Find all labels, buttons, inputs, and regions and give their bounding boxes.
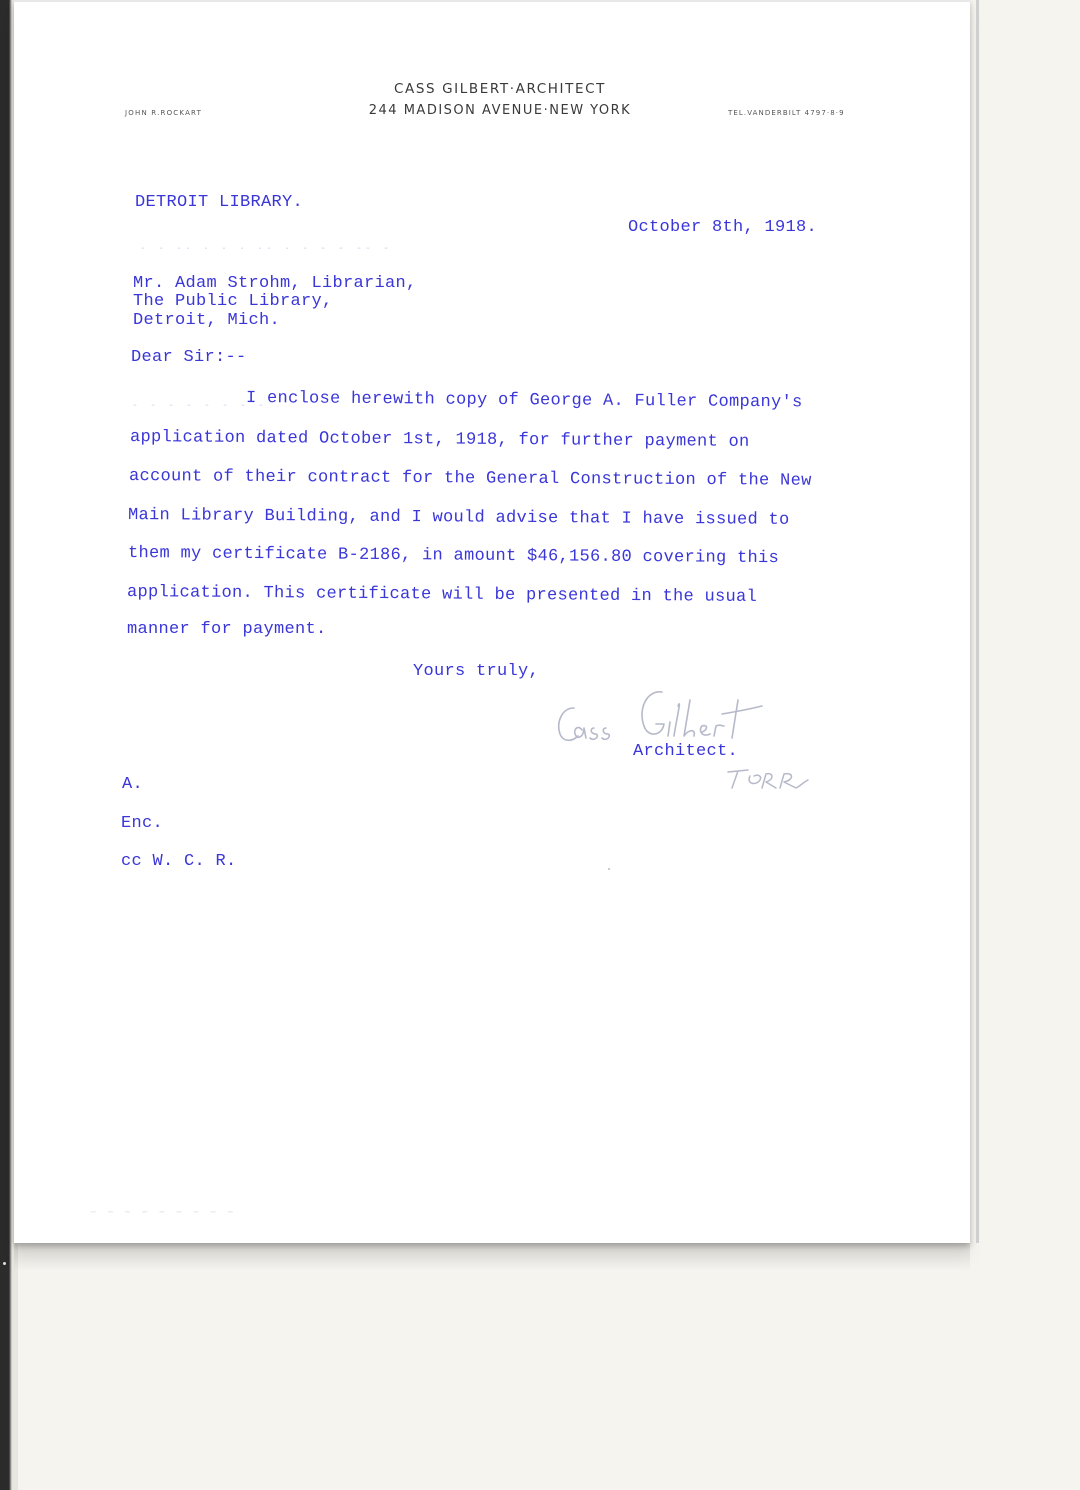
page-shadow [14,1243,970,1271]
recipient-line: Detroit, Mich. [133,311,281,330]
footer-notation: cc W. C. R. [121,852,237,871]
body-line: account of their contract for the General Construction of the New [128,467,812,491]
letterhead-telephone: TEL.VANDERBILT 4797·8·9 [728,109,845,117]
paper-speck [608,868,610,870]
body-line: application dated October 1st, 1918, for further payment on [129,428,750,452]
closing: Yours truly, [413,662,540,681]
page-top-edge [14,0,970,2]
footer-notation: A. [122,775,144,794]
body-line: application. This certificate will be presented in the usual [126,583,758,607]
body-line: I enclose herewith copy of George A. Fuller Company's [245,389,803,413]
reverse-side-bleed-through: - - - - - - - - - [88,1198,234,1222]
body-line: them my certificate B-2186, in amount $46,156.80 covering this [127,544,780,569]
letterhead-address: 244 MADISON AVENUE·NEW YORK [368,103,632,118]
recipient-line: Mr. Adam Strohm, Librarian, [133,274,417,293]
body-line: manner for payment. [127,620,327,639]
signature-title: Architect. [633,742,739,761]
recipient-line: The Public Library, [133,292,333,311]
page-right-edge [976,0,979,1243]
ghost-typing: - - - - - - - - [132,401,268,412]
body-line: Main Library Building, and I would advise that I have issued to [127,506,790,530]
file-heading: DETROIT LIBRARY. [135,193,304,212]
salutation: Dear Sir:-- [131,348,247,367]
handwritten-initials-image [722,764,817,794]
ghost-typing: - - ·· · · · ·· · - - - -- - [140,244,393,255]
letterhead-firm: CASS GILBERT·ARCHITECT [394,81,606,97]
footer-notation: Enc. [121,814,164,833]
letter-date: October 8th, 1918. [628,218,818,237]
letterhead-name: JOHN R.ROCKART [125,109,203,117]
